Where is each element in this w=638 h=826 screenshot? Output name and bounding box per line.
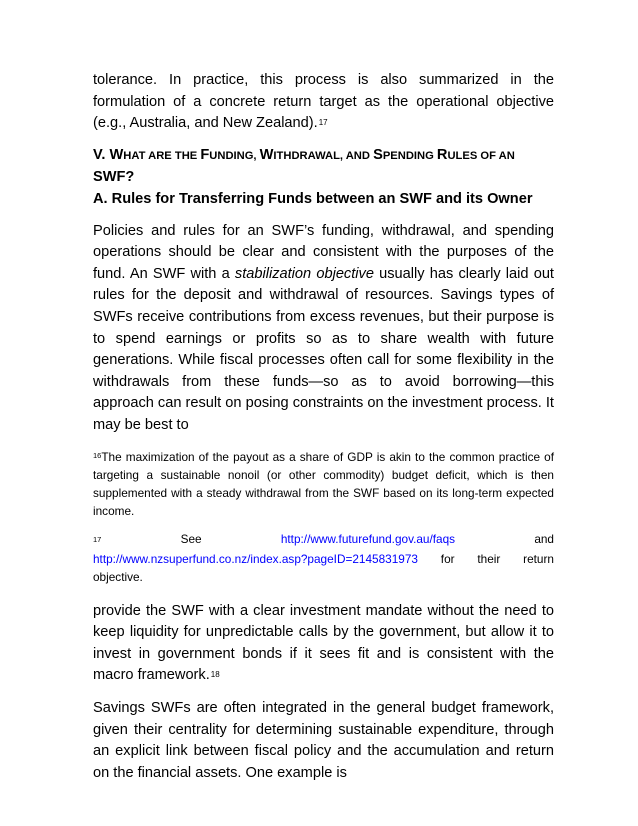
futurefund-link[interactable]: http://www.futurefund.gov.au/faqs [280, 531, 456, 546]
savings-paragraph: Savings SWFs are often integrated in the general budget framework, given their centrality for determining sustainable expenditure, through an explicit link between fiscal policy and the accumulation and return on the financial assets. One example is [93, 699, 554, 781]
stabilization-objective-italic: stabilization objective [234, 265, 374, 282]
section-heading-v: V. WHAT ARE THE FUNDING, WITHDRAWAL, AND SPENDING RULES OF AN SWF? [93, 146, 515, 186]
footnote-16-text: The maximization of the payout as a share of GDP is akin to the common practice of targeting a sustainable nonoil (or other commodity) budget deficit, which is then supplemented with a steady withdrawal from the SWF based on its long-term expected income. [93, 449, 554, 519]
nzsuperfund-link[interactable]: http://www.nzsuperfund.co.nz/index.asp?pageID=2145831973 [93, 551, 418, 566]
footnote-17-number: 17 [93, 534, 102, 544]
footnote-17 [93, 530, 554, 587]
footnote-17-line-2: http://www.nzsuperfund.co.nz/index.asp?pageID=2145831973 for their return [93, 550, 554, 568]
footnote-16 [93, 448, 554, 521]
intro-paragraph [93, 70, 554, 135]
intro-text: tolerance. In practice, this process is also summarized in the formulation of a concrete return target as the operational objective (e.g., Australia, and New Zealand). [93, 72, 554, 132]
footnote-16-number: 16 [93, 450, 102, 460]
footnote-ref-17[interactable]: 17 [318, 118, 328, 128]
footnote-17-line-3: objective. [93, 570, 143, 585]
footnotes [93, 448, 554, 587]
footnote-ref-18[interactable]: 18 [210, 670, 220, 680]
footnote-17-line-1: 17 See http://www.futurefund.gov.au/faqs and [93, 530, 554, 550]
subsection-heading-a: A. Rules for Transferring Funds between an SWF and its Owner [93, 190, 533, 207]
rules-paragraph: Policies and rules for an SWF’s funding, withdrawal, and spending operations should be clear and consistent with the purposes of the fund. An SWF with a stabilization objective usually has clearly laid out rules for the deposit and withdrawal of resources. Savings types of SWFs receive contributions from excess revenues, but their purpose is to spend earnings or profits so as to share wealth with future generations. While fiscal processes often call for some flexibility in the withdrawals from these funds—so as to avoid borrowing—this approach can result on posing constraints on the investment process. It may be best to [93, 222, 554, 433]
document-page [93, 70, 554, 795]
section-heading-block [93, 145, 554, 211]
provide-paragraph: provide the SWF with a clear investment mandate without the need to keep liquidity for unpredictable calls by the government, but allow it to invest in government bonds if it sees fit and is consistent with the macro framework.$^{18}$ [93, 602, 554, 684]
